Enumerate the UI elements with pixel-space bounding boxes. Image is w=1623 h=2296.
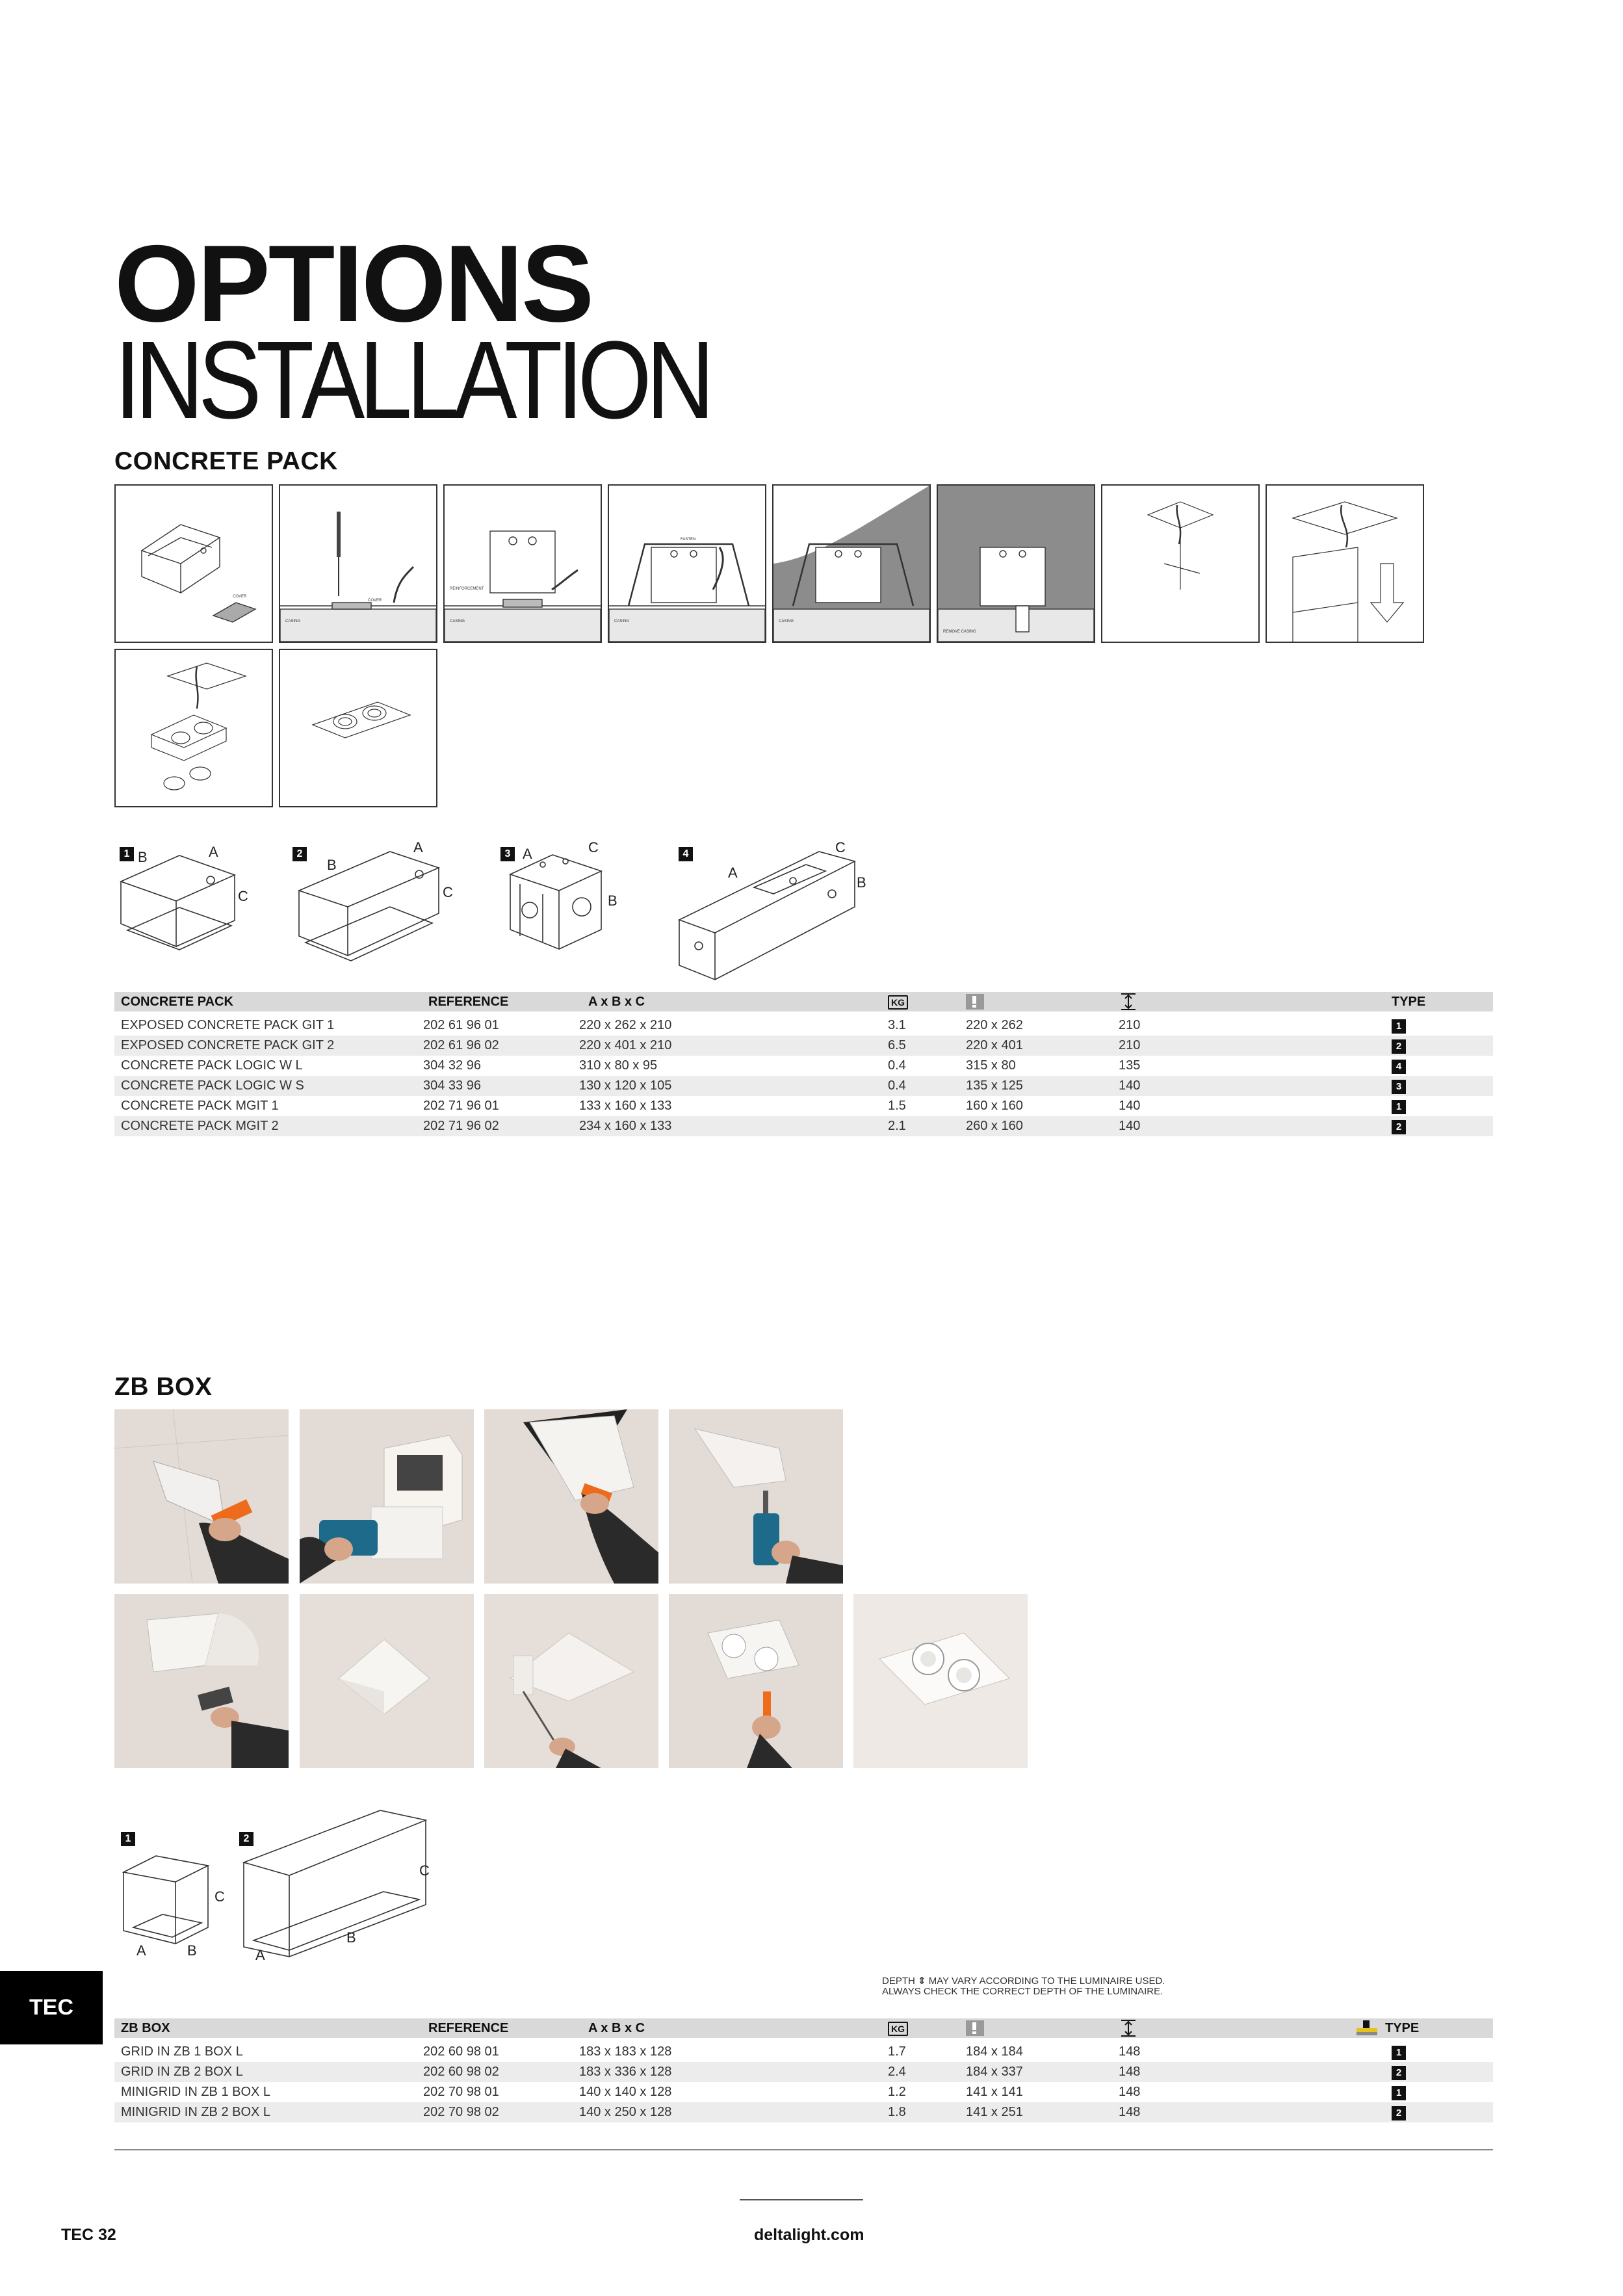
svg-text:CASING: CASING: [779, 620, 794, 623]
cell-cutout: 220 x 401: [959, 1036, 1112, 1056]
dim-label-b: B: [857, 874, 866, 891]
ceiling-thickness-icon: [1355, 2019, 1379, 2037]
dim-label-a: A: [209, 844, 218, 860]
table-row: [114, 2102, 1493, 2122]
cell-reference: 202 61 96 02: [417, 1036, 573, 1056]
dim-label-c: C: [443, 884, 453, 900]
cell-cutout: 184 x 184: [966, 2044, 1023, 2059]
cell-empty: [1301, 2042, 1385, 2062]
install-photo-8: [669, 1594, 843, 1768]
table-row: [114, 1116, 1493, 1136]
svg-text:REINFORCEMENT: REINFORCEMENT: [450, 587, 484, 591]
table-bottom-rule: [114, 2149, 1493, 2150]
install-photo-2: [300, 1409, 474, 1584]
dim-label-b: B: [346, 1929, 356, 1946]
cell-name: CONCRETE PACK MGIT 1: [121, 1099, 279, 1113]
type-badge-2: 2: [239, 1832, 253, 1846]
page-title-installation: INSTALLATION: [114, 319, 709, 442]
cell-cutout: 160 x 160: [966, 1099, 1023, 1113]
col-header-name: ZB BOX: [114, 2018, 417, 2038]
type-badge: 1: [1392, 1019, 1406, 1034]
install-photo-9: [853, 1594, 1028, 1768]
zb-box-table: [114, 2018, 1493, 2122]
step-panel-8: [1266, 484, 1424, 643]
dim-label-b: B: [327, 857, 337, 873]
cell-kg: 1.7: [888, 2044, 906, 2059]
cell-type: [1385, 1056, 1493, 1076]
type-badge: 4: [1392, 1060, 1406, 1074]
cell-cutout: 135 x 125: [959, 1076, 1112, 1096]
dim-label-c: C: [419, 1862, 430, 1879]
dim-label-c: C: [214, 1888, 225, 1905]
step-panel-4: [608, 484, 766, 643]
table-row: [114, 1015, 1493, 1036]
cell-kg: 1.8: [881, 2102, 959, 2122]
cell-depth: 140: [1119, 1099, 1141, 1113]
cell-reference: 202 71 96 02: [417, 1116, 573, 1136]
cell-dims: 183 x 336 x 128: [573, 2062, 881, 2082]
table-row: [114, 1076, 1493, 1096]
cell-cutout: 141 x 141: [966, 2085, 1023, 2099]
dim-label-b: B: [608, 893, 617, 909]
cell-dims: 133 x 160 x 133: [579, 1099, 672, 1113]
cell-kg: 1.2: [888, 2085, 906, 2099]
cell-name: EXPOSED CONCRETE PACK GIT 2: [114, 1036, 417, 1056]
cell-type: [1385, 1036, 1493, 1056]
cell-depth: 148: [1112, 2102, 1301, 2122]
col-header-type: TYPE: [1385, 2018, 1493, 2038]
cell-empty: [1301, 2102, 1385, 2122]
type-badge: 2: [1392, 2106, 1406, 2120]
cell-name: MINIGRID IN ZB 2 BOX L: [114, 2102, 417, 2122]
cell-kg: 3.1: [888, 1018, 906, 1032]
type-badge: 1: [1392, 2086, 1406, 2100]
type-badge-1: 1: [120, 847, 134, 861]
cell-type: [1385, 2102, 1493, 2122]
svg-text:FASTEN: FASTEN: [681, 538, 696, 541]
cell-depth: 140: [1112, 1076, 1385, 1096]
depth-icon: ⇕: [918, 1976, 926, 1987]
svg-text:REMOVE CASING: REMOVE CASING: [943, 630, 976, 634]
cell-kg: 0.4: [888, 1058, 906, 1073]
cell-reference: 304 33 96: [417, 1076, 573, 1096]
concrete-pack-type-1-diagram: [114, 842, 244, 972]
footer-divider: [740, 2199, 863, 2200]
install-photo-3: [484, 1409, 658, 1584]
svg-text:COVER: COVER: [233, 595, 247, 599]
kg-icon: KG: [888, 2022, 908, 2036]
concrete-pack-type-4-diagram: [676, 842, 864, 985]
cell-name: GRID IN ZB 1 BOX L: [121, 2044, 243, 2059]
col-header-dims: A x B x C: [573, 992, 881, 1011]
cell-dims: 140 x 140 x 128: [579, 2085, 672, 2099]
svg-text:CASING: CASING: [450, 620, 465, 623]
step-panel-5: [772, 484, 931, 643]
cell-reference: 202 60 98 01: [423, 2044, 499, 2059]
install-photo-7: [484, 1594, 658, 1768]
table-header-row: [114, 992, 1493, 1011]
col-header-dims: A x B x C: [573, 2018, 881, 2038]
cell-empty: [1301, 2062, 1385, 2082]
cell-depth: 210: [1112, 1036, 1385, 1056]
cell-cutout: 315 x 80: [966, 1058, 1016, 1073]
cell-depth: 135: [1119, 1058, 1141, 1073]
cell-dims: 220 x 262 x 210: [579, 1018, 672, 1032]
type-badge: 3: [1392, 1080, 1406, 1094]
dim-label-a: A: [728, 865, 738, 881]
dim-label-a: A: [523, 846, 532, 862]
cell-type: [1385, 2062, 1493, 2082]
cell-dims: 130 x 120 x 105: [573, 1076, 881, 1096]
type-badge-3: 3: [500, 847, 515, 861]
section-title-zb-box: ZB BOX: [114, 1373, 213, 1401]
step-panel-1: [114, 484, 273, 643]
step-panel-10: [279, 649, 437, 807]
cutout-icon: [966, 994, 984, 1010]
dim-label-a: A: [255, 1947, 265, 1963]
step-panel-3: [443, 484, 602, 643]
cell-dims: 310 x 80 x 95: [579, 1058, 658, 1073]
install-photo-1: [114, 1409, 289, 1584]
cell-depth: 148: [1119, 2044, 1141, 2059]
table-row: [114, 2062, 1493, 2082]
type-badge: 2: [1392, 1039, 1406, 1054]
page-title-options: OPTIONS: [114, 222, 593, 345]
type-badge: 1: [1392, 2046, 1406, 2060]
dim-label-c: C: [835, 839, 846, 855]
concrete-pack-type-3-diagram: [504, 845, 614, 962]
step-panel-9: [114, 649, 273, 807]
cell-kg: 0.4: [881, 1076, 959, 1096]
cell-cutout: 184 x 337: [959, 2062, 1112, 2082]
step-panel-7: [1101, 484, 1260, 643]
cell-name: EXPOSED CONCRETE PACK GIT 1: [121, 1018, 335, 1032]
cell-depth: 140: [1112, 1116, 1385, 1136]
cell-dims: 234 x 160 x 133: [573, 1116, 881, 1136]
concrete-pack-table: [114, 992, 1493, 1136]
col-header-reference: REFERENCE: [417, 2018, 573, 2038]
cell-kg: 2.4: [881, 2062, 959, 2082]
depth-icon: [1119, 992, 1138, 1011]
cell-reference: 202 70 98 01: [423, 2085, 499, 2099]
install-photo-5: [114, 1594, 289, 1768]
cell-type: [1385, 2082, 1493, 2102]
section-tab-tec: TEC: [0, 1971, 103, 2044]
type-badge: 2: [1392, 1120, 1406, 1134]
table-row: [114, 1056, 1493, 1076]
cell-name: MINIGRID IN ZB 1 BOX L: [121, 2085, 271, 2099]
cell-cutout: 141 x 251: [959, 2102, 1112, 2122]
cell-cutout: 220 x 262: [966, 1018, 1023, 1032]
depth-note: DEPTH ⇕ MAY VARY ACCORDING TO THE LUMINAIRE USED. ALWAYS CHECK THE CORRECT DEPTH OF THE LUMINAIRE.: [882, 1976, 1165, 1997]
table-row: [114, 2042, 1493, 2062]
cell-dims: 220 x 401 x 210: [573, 1036, 881, 1056]
dim-label-b: B: [138, 849, 148, 865]
cell-name: CONCRETE PACK LOGIC W L: [121, 1058, 303, 1073]
dim-label-c: C: [238, 888, 248, 904]
table-row: [114, 1036, 1493, 1056]
cell-reference: 202 71 96 01: [423, 1099, 499, 1113]
cutout-icon: [966, 2020, 984, 2036]
depth-icon: [1119, 2018, 1138, 2038]
cell-kg: 1.5: [888, 1099, 906, 1113]
col-header-name: CONCRETE PACK: [114, 992, 417, 1011]
col-header-reference: REFERENCE: [417, 992, 573, 1011]
cell-depth: 148: [1112, 2062, 1301, 2082]
cell-type: [1385, 1015, 1493, 1036]
dim-label-b: B: [187, 1942, 197, 1959]
zb-box-type-2-diagram: [237, 1801, 432, 1963]
col-header-type: TYPE: [1385, 992, 1493, 1011]
cell-dims: 183 x 183 x 128: [579, 2044, 672, 2059]
step-panel-2: [279, 484, 437, 643]
cell-reference: 202 70 98 02: [417, 2102, 573, 2122]
dim-label-a: A: [413, 839, 423, 855]
footer-page-number: TEC 32: [61, 2226, 116, 2244]
svg-text:COVER: COVER: [368, 599, 382, 603]
svg-text:CASING: CASING: [614, 620, 630, 623]
type-badge: 2: [1392, 2066, 1406, 2080]
cell-dims: 140 x 250 x 128: [573, 2102, 881, 2122]
install-photo-4: [669, 1409, 843, 1584]
dim-label-a: A: [136, 1942, 146, 1959]
cell-kg: 2.1: [881, 1116, 959, 1136]
type-badge-2: 2: [292, 847, 307, 861]
cell-depth: 210: [1119, 1018, 1141, 1032]
cell-type: [1385, 1096, 1493, 1116]
footer-site-link[interactable]: deltalight.com: [754, 2226, 864, 2244]
type-badge-1: 1: [121, 1832, 135, 1846]
cell-type: [1385, 1116, 1493, 1136]
type-badge: 1: [1392, 1100, 1406, 1114]
cell-name: GRID IN ZB 2 BOX L: [114, 2062, 417, 2082]
section-title-concrete-pack: CONCRETE PACK: [114, 447, 338, 475]
cell-reference: 202 60 98 02: [417, 2062, 573, 2082]
svg-text:CASING: CASING: [285, 620, 301, 623]
cell-name: CONCRETE PACK MGIT 2: [114, 1116, 417, 1136]
zb-box-type-1-diagram: [117, 1846, 227, 1963]
table-row: [114, 2082, 1493, 2102]
type-badge-4: 4: [679, 847, 693, 861]
concrete-pack-type-2-diagram: [292, 839, 455, 982]
cell-name: CONCRETE PACK LOGIC W S: [114, 1076, 417, 1096]
cell-reference: 202 61 96 01: [423, 1018, 499, 1032]
cell-kg: 6.5: [881, 1036, 959, 1056]
table-header-row: [114, 2018, 1493, 2038]
kg-icon: KG: [888, 995, 908, 1010]
cell-reference: 304 32 96: [423, 1058, 481, 1073]
table-row: [114, 1096, 1493, 1116]
cell-cutout: 260 x 160: [959, 1116, 1112, 1136]
cell-depth: 148: [1119, 2085, 1141, 2099]
dim-label-c: C: [588, 839, 599, 855]
concrete-box-illustration: [116, 486, 272, 642]
cell-type: [1385, 1076, 1493, 1096]
cell-type: [1385, 2042, 1493, 2062]
install-photo-6: [300, 1594, 474, 1768]
step-panel-6: [937, 484, 1095, 643]
cell-empty: [1301, 2082, 1385, 2102]
